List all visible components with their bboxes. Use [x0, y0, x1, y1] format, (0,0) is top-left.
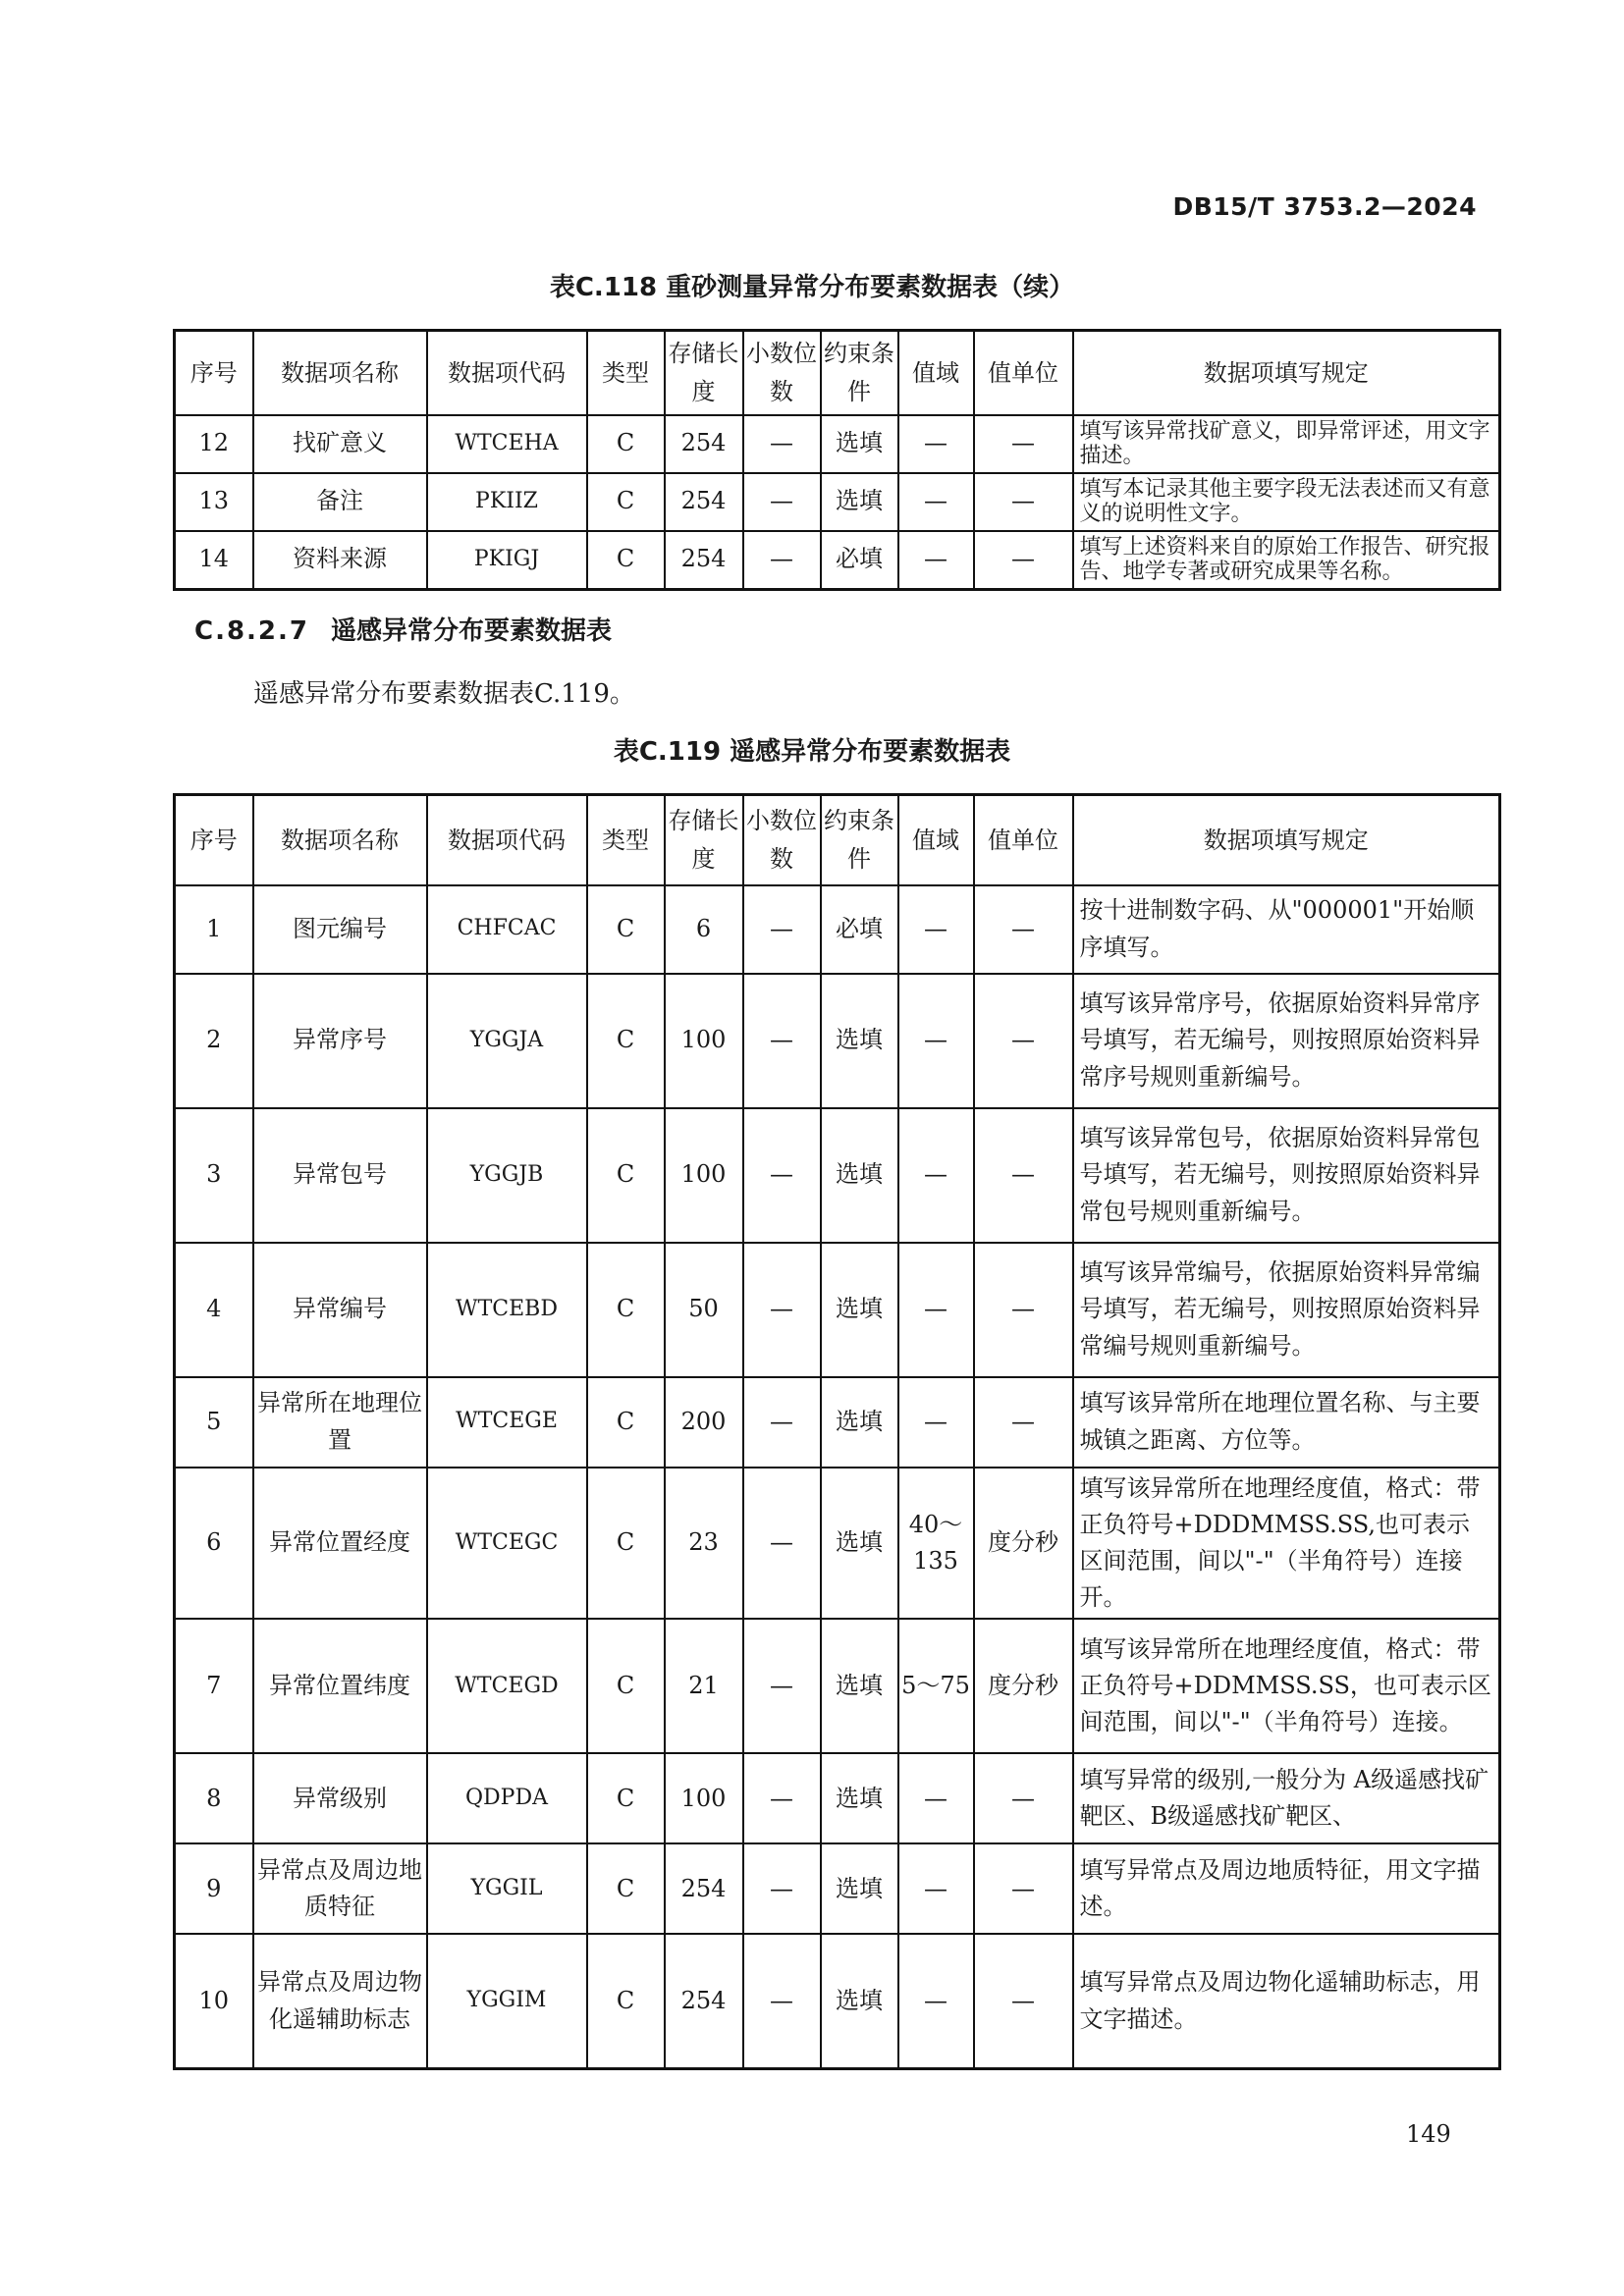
table-cell: C — [587, 974, 665, 1108]
table-cell: — — [898, 1753, 974, 1843]
column-header: 类型 — [587, 795, 665, 885]
table-c119 — [173, 793, 1501, 2070]
table-cell: 备注 — [253, 473, 427, 531]
column-header: 存储长度 — [665, 331, 743, 415]
table-row — [175, 473, 1500, 531]
table-cell: — — [898, 531, 974, 590]
table-cell: 选填 — [821, 1108, 898, 1243]
table-cell: 资料来源 — [253, 531, 427, 590]
table-cell: 100 — [665, 1108, 743, 1243]
rule-cell: 填写该异常找矿意义，即异常评述，用文字描述。 — [1073, 415, 1500, 473]
column-header: 存储长度 — [665, 795, 743, 885]
table-cell: 异常包号 — [253, 1108, 427, 1243]
rule-cell: 填写该异常所在地理经度值，格式：带正负符号+DDDMMSS.SS,也可表示区间范围，间以"-"（半角符号）连接开。 — [1073, 1468, 1500, 1620]
table-cell: 异常点及周边地质特征 — [253, 1843, 427, 1934]
table-header-row — [175, 795, 1500, 885]
table-cell: — — [743, 1619, 821, 1753]
code-cell: WTCEBD — [427, 1243, 587, 1377]
column-header: 数据项代码 — [427, 795, 587, 885]
table-cell: 1 — [175, 885, 253, 974]
table-c118 — [173, 329, 1501, 591]
column-header: 小数位数 — [743, 795, 821, 885]
table-cell: 8 — [175, 1753, 253, 1843]
table-cell: 异常点及周边物化遥辅助标志 — [253, 1934, 427, 2068]
table-cell: C — [587, 1753, 665, 1843]
column-header: 约束条件 — [821, 795, 898, 885]
table-cell: — — [743, 415, 821, 473]
code-cell: WTCEGD — [427, 1619, 587, 1753]
table-row — [175, 1753, 1500, 1843]
table-cell: 3 — [175, 1108, 253, 1243]
table-cell: 异常级别 — [253, 1753, 427, 1843]
table-cell: 5～75 — [898, 1619, 974, 1753]
table-row — [175, 1843, 1500, 1934]
code-cell: YGGJA — [427, 974, 587, 1108]
column-header: 小数位数 — [743, 331, 821, 415]
table-cell: C — [587, 473, 665, 531]
table-cell: 7 — [175, 1619, 253, 1753]
table-row — [175, 1108, 1500, 1243]
column-header: 数据项名称 — [253, 331, 427, 415]
code-cell: YGGIL — [427, 1843, 587, 1934]
table-cell: 选填 — [821, 1934, 898, 2068]
table-row — [175, 1468, 1500, 1620]
table-row — [175, 1934, 1500, 2068]
table-cell: — — [898, 885, 974, 974]
rule-cell: 填写本记录其他主要字段无法表述而又有意义的说明性文字。 — [1073, 473, 1500, 531]
table-cell: C — [587, 415, 665, 473]
table-row — [175, 1377, 1500, 1468]
column-header: 约束条件 — [821, 331, 898, 415]
table-cell: — — [898, 1843, 974, 1934]
rule-cell: 按十进制数字码、从"000001"开始顺序填写。 — [1073, 885, 1500, 974]
table-cell: 必填 — [821, 885, 898, 974]
table-cell: 14 — [175, 531, 253, 590]
column-header: 数据项填写规定 — [1073, 331, 1500, 415]
table-cell: — — [974, 1753, 1073, 1843]
table-cell: — — [974, 1377, 1073, 1468]
column-header: 序号 — [175, 795, 253, 885]
table-cell: 100 — [665, 974, 743, 1108]
table-row — [175, 1619, 1500, 1753]
rule-cell: 填写该异常所在地理位置名称、与主要城镇之距离、方位等。 — [1073, 1377, 1500, 1468]
table-cell: 异常编号 — [253, 1243, 427, 1377]
page-number: 149 — [1406, 2120, 1451, 2148]
table-cell: — — [743, 1243, 821, 1377]
table-cell: — — [974, 885, 1073, 974]
table-cell: 2 — [175, 974, 253, 1108]
table-cell: C — [587, 1468, 665, 1620]
code-cell: QDPDA — [427, 1753, 587, 1843]
table-cell: — — [974, 415, 1073, 473]
code-cell: WTCEGC — [427, 1468, 587, 1620]
code-cell: YGGIM — [427, 1934, 587, 2068]
table-cell: — — [743, 1934, 821, 2068]
table-cell: C — [587, 885, 665, 974]
code-cell: PKIIZ — [427, 473, 587, 531]
table-cell: 异常所在地理位置 — [253, 1377, 427, 1468]
table-cell: 选填 — [821, 1843, 898, 1934]
table-row — [175, 974, 1500, 1108]
table-cell: — — [974, 1108, 1073, 1243]
table-cell: 选填 — [821, 473, 898, 531]
table-cell: 4 — [175, 1243, 253, 1377]
table-cell: 21 — [665, 1619, 743, 1753]
table-cell: — — [974, 1934, 1073, 2068]
table-cell: — — [743, 473, 821, 531]
table-cell: 254 — [665, 415, 743, 473]
table-cell: — — [743, 1377, 821, 1468]
rule-cell: 填写异常的级别,一般分为 A级遥感找矿靶区、B级遥感找矿靶区、 — [1073, 1753, 1500, 1843]
rule-cell: 填写该异常序号，依据原始资料异常序号填写，若无编号，则按照原始资料异常序号规则重新编号。 — [1073, 974, 1500, 1108]
table-cell: 选填 — [821, 1243, 898, 1377]
table-cell: — — [743, 1108, 821, 1243]
table-cell: 度分秒 — [974, 1619, 1073, 1753]
table-cell: 40～135 — [898, 1468, 974, 1620]
table-row — [175, 885, 1500, 974]
table-cell: 254 — [665, 1843, 743, 1934]
column-header: 值单位 — [974, 331, 1073, 415]
table-cell: 异常序号 — [253, 974, 427, 1108]
table-row — [175, 415, 1500, 473]
table-cell: 5 — [175, 1377, 253, 1468]
rule-cell: 填写该异常包号，依据原始资料异常包号填写，若无编号，则按照原始资料异常包号规则重新编号。 — [1073, 1108, 1500, 1243]
table-cell: 13 — [175, 473, 253, 531]
table-cell: — — [898, 974, 974, 1108]
code-cell: CHFCAC — [427, 885, 587, 974]
table-header-row — [175, 331, 1500, 415]
table-cell: 23 — [665, 1468, 743, 1620]
table-cell: — — [743, 1753, 821, 1843]
rule-cell: 填写该异常所在地理经度值，格式：带正负符号+DDMMSS.SS，也可表示区间范围，间以"-"（半角符号）连接。 — [1073, 1619, 1500, 1753]
table-cell: 12 — [175, 415, 253, 473]
table-cell: C — [587, 1377, 665, 1468]
table-cell: 选填 — [821, 974, 898, 1108]
column-header: 数据项代码 — [427, 331, 587, 415]
table-cell: 选填 — [821, 415, 898, 473]
table-cell: — — [898, 1934, 974, 2068]
table-cell: — — [743, 974, 821, 1108]
table-cell: 200 — [665, 1377, 743, 1468]
table-cell: C — [587, 1243, 665, 1377]
table-cell: 10 — [175, 1934, 253, 2068]
table-cell: 异常位置经度 — [253, 1468, 427, 1620]
rule-cell: 填写异常点及周边物化遥辅助标志，用文字描述。 — [1073, 1934, 1500, 2068]
column-header: 数据项名称 — [253, 795, 427, 885]
table-cell: — — [743, 1843, 821, 1934]
table-cell: — — [974, 1243, 1073, 1377]
table-cell: 选填 — [821, 1753, 898, 1843]
column-header: 值域 — [898, 795, 974, 885]
table-row — [175, 531, 1500, 590]
rule-cell: 填写该异常编号，依据原始资料异常编号填写，若无编号，则按照原始资料异常编号规则重新编号。 — [1073, 1243, 1500, 1377]
table-cell: 254 — [665, 1934, 743, 2068]
table-cell: C — [587, 1619, 665, 1753]
table-cell: 6 — [175, 1468, 253, 1620]
table-cell: 9 — [175, 1843, 253, 1934]
table-cell: 选填 — [821, 1468, 898, 1620]
table-cell: 6 — [665, 885, 743, 974]
table-cell: — — [898, 415, 974, 473]
table-cell: — — [974, 974, 1073, 1108]
document-id: DB15/T 3753.2—2024 — [1172, 192, 1477, 221]
table-cell: C — [587, 1934, 665, 2068]
table-cell: C — [587, 531, 665, 590]
table-cell: 254 — [665, 531, 743, 590]
table-cell: — — [974, 473, 1073, 531]
column-header: 序号 — [175, 331, 253, 415]
column-header: 值域 — [898, 331, 974, 415]
table-cell: 度分秒 — [974, 1468, 1073, 1620]
code-cell: YGGJB — [427, 1108, 587, 1243]
table-caption-c118: 表C.118 重砂测量异常分布要素数据表（续） — [549, 273, 1075, 302]
section-heading — [194, 611, 612, 647]
body-paragraph: 遥感异常分布要素数据表C.119。 — [253, 679, 635, 709]
column-header: 数据项填写规定 — [1073, 795, 1500, 885]
table-cell: 100 — [665, 1753, 743, 1843]
table-cell: — — [898, 1377, 974, 1468]
table-cell: 50 — [665, 1243, 743, 1377]
table-cell: 254 — [665, 473, 743, 531]
table-cell: 选填 — [821, 1619, 898, 1753]
code-cell: WTCEGE — [427, 1377, 587, 1468]
table-cell: 必填 — [821, 531, 898, 590]
table-cell: — — [743, 1468, 821, 1620]
code-cell: WTCEHA — [427, 415, 587, 473]
table-cell: 选填 — [821, 1377, 898, 1468]
table-caption-c119: 表C.119 遥感异常分布要素数据表 — [613, 737, 1011, 767]
table-cell: C — [587, 1108, 665, 1243]
table-cell: 异常位置纬度 — [253, 1619, 427, 1753]
table-row — [175, 1243, 1500, 1377]
rule-cell: 填写上述资料来自的原始工作报告、研究报告、地学专著或研究成果等名称。 — [1073, 531, 1500, 590]
table-cell: — — [743, 885, 821, 974]
code-cell: PKIGJ — [427, 531, 587, 590]
column-header: 类型 — [587, 331, 665, 415]
table-cell: — — [743, 531, 821, 590]
table-cell: 找矿意义 — [253, 415, 427, 473]
section-number: C.8.2.7 — [194, 616, 309, 646]
table-cell: — — [898, 1108, 974, 1243]
table-cell: C — [587, 1843, 665, 1934]
rule-cell: 填写异常点及周边地质特征，用文字描述。 — [1073, 1843, 1500, 1934]
table-cell: — — [898, 1243, 974, 1377]
table-cell: 图元编号 — [253, 885, 427, 974]
table-cell: — — [974, 531, 1073, 590]
section-title: 遥感异常分布要素数据表 — [330, 616, 612, 646]
column-header: 值单位 — [974, 795, 1073, 885]
table-cell: — — [974, 1843, 1073, 1934]
table-cell: — — [898, 473, 974, 531]
